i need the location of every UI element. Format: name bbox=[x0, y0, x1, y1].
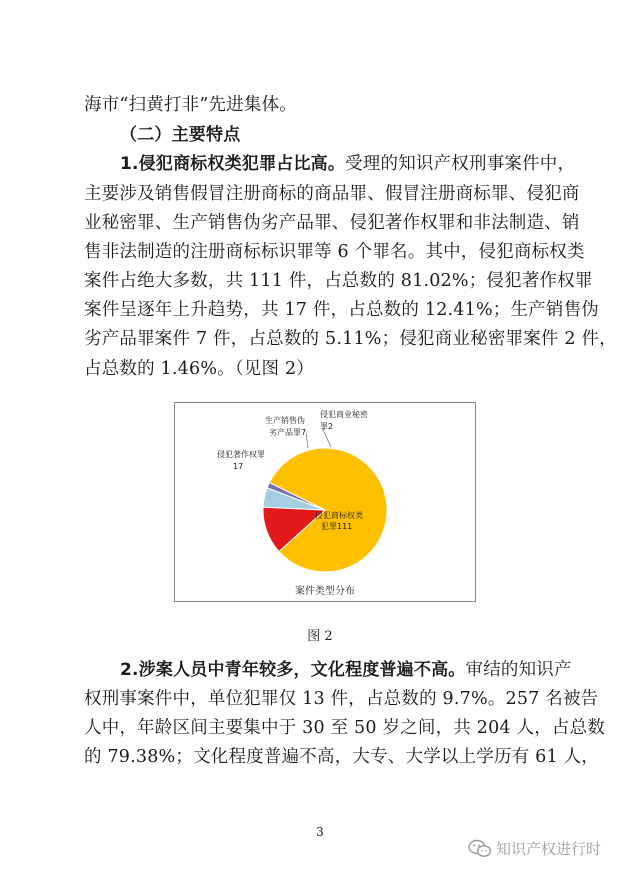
text-line: 业秘密罪、生产销售伪劣产品罪、侵犯著作权罪和非法制造、销 bbox=[84, 213, 580, 233]
watermark bbox=[468, 838, 601, 859]
text-line: 售非法制造的注册商标标识罪等 6 个罪名。其中，侵犯商标权类 bbox=[84, 242, 585, 262]
paragraph-2-first-line bbox=[120, 659, 572, 681]
wechat-icon bbox=[468, 839, 492, 859]
figure-caption: 图 2 bbox=[307, 629, 333, 644]
watermark-text: 知识产权进行时 bbox=[496, 840, 602, 858]
pie-chart-svg bbox=[175, 403, 475, 601]
text-line: 占总数的 1.46%。（见图 2） bbox=[84, 359, 315, 379]
page-number: 3 bbox=[316, 825, 324, 839]
text-line: 人中，年龄区间主要集中于 30 至 50 岁之间，共 204 人，占总数 bbox=[84, 718, 606, 738]
slice-label-copyright-1: 侵犯著作权罪 bbox=[217, 450, 265, 459]
text-line: 劣产品罪案件 7 件，占总数的 5.11%；侵犯商业秘密罪案件 2 件， bbox=[84, 329, 617, 349]
slice-label-trademark-1: 侵犯商标权类 bbox=[315, 511, 363, 520]
slice-label-fake-1: 生产销售伪 bbox=[265, 416, 305, 425]
section-heading: （二）主要特点 bbox=[120, 125, 241, 145]
paragraph-1-first-line bbox=[120, 153, 575, 175]
slice-label-copyright-2: 17 bbox=[233, 462, 244, 471]
paragraph-2-heading: 2.涉案人员中青年较多，文化程度普遍不高。 bbox=[120, 660, 466, 680]
text-line: 的 79.38%；文化程度普遍不高，大专、大学以上学历有 61 人， bbox=[84, 747, 599, 767]
slice-label-secret-1: 侵犯商业秘密 bbox=[320, 410, 368, 419]
text-line: 主要涉及销售假冒注册商标的商品罪、假冒注册商标罪、侵犯商 bbox=[84, 184, 580, 204]
text-line: 权刑事案件中，单位犯罪仅 13 件，占总数的 9.7%。257 名被告 bbox=[84, 689, 599, 709]
slice-label-secret-2: 罪2 bbox=[320, 422, 334, 431]
text-line: 案件呈逐年上升趋势，共 17 件，占总数的 12.41%；生产销售伪 bbox=[84, 300, 599, 320]
chart-title: 案件类型分布 bbox=[295, 586, 355, 597]
leader-line-fake bbox=[306, 433, 308, 448]
text-line: 海市“扫黄打非”先进集体。 bbox=[84, 95, 297, 115]
pie-chart bbox=[174, 402, 476, 602]
slice-label-trademark-2: 犯罪111 bbox=[321, 522, 353, 531]
text-span: 受理的知识产权刑事案件中， bbox=[345, 154, 576, 174]
text-span: 审结的知识产 bbox=[465, 660, 572, 680]
text-line: 案件占绝大多数，共 111 件，占总数的 81.02%；侵犯著作权罪 bbox=[84, 271, 593, 291]
paragraph-1-heading: 1.侵犯商标权类犯罪占比高。 bbox=[120, 154, 346, 174]
slice-label-fake-2: 劣产品罪7 bbox=[269, 428, 307, 437]
